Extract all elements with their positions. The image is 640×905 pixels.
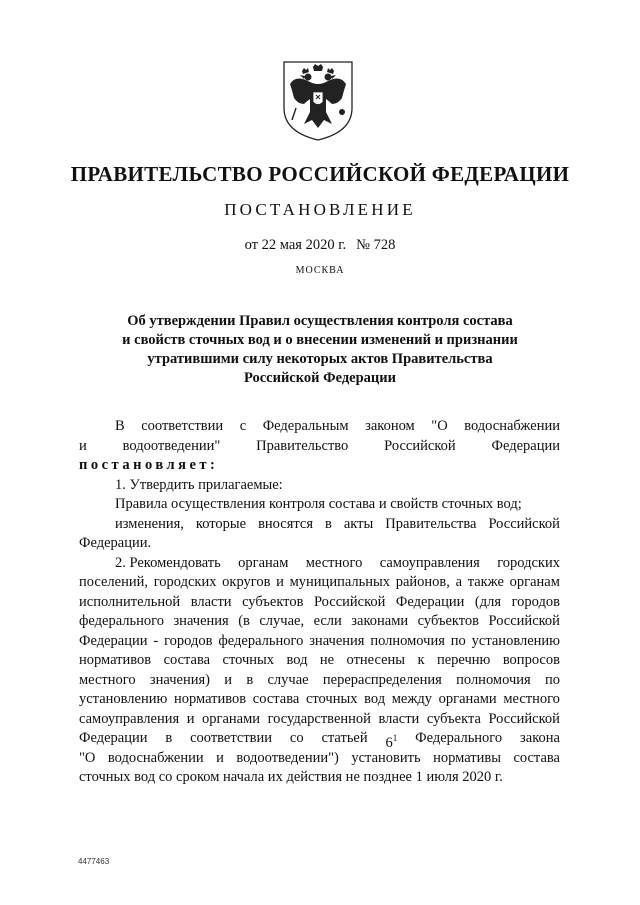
document-date-number bbox=[0, 237, 640, 254]
word: и bbox=[216, 749, 224, 766]
word: между bbox=[391, 691, 433, 707]
word: значения bbox=[309, 632, 365, 649]
word: в bbox=[246, 671, 254, 688]
word: полномочия bbox=[370, 632, 445, 649]
russian-coat-of-arms-icon bbox=[274, 54, 362, 144]
word: власти bbox=[190, 593, 232, 610]
document-id: 4477463 bbox=[78, 857, 110, 866]
word: в bbox=[165, 730, 173, 746]
word: значения bbox=[173, 613, 229, 629]
word: самоуправления bbox=[379, 554, 480, 571]
item-2-line bbox=[79, 729, 560, 749]
word: исполнительной bbox=[79, 593, 181, 610]
item-2-line bbox=[79, 690, 560, 710]
word: местного bbox=[503, 691, 560, 707]
word: районов, bbox=[395, 574, 450, 590]
word: и bbox=[224, 671, 233, 688]
word: вносятся bbox=[258, 515, 314, 532]
word: случае bbox=[267, 671, 309, 688]
word: также bbox=[467, 574, 504, 590]
word: сточных bbox=[222, 652, 275, 668]
document-number: № 728 bbox=[356, 237, 396, 253]
word: соответствии bbox=[190, 730, 273, 746]
item-2-line bbox=[79, 671, 560, 691]
item-2-line bbox=[79, 554, 560, 574]
word: Российской bbox=[488, 613, 560, 629]
heading-line: Российской Федерации bbox=[243, 370, 396, 386]
word: Федерации bbox=[79, 632, 148, 649]
preamble-line bbox=[79, 437, 560, 457]
word: 2. Рекомендовать bbox=[115, 554, 221, 571]
item-2-line bbox=[79, 612, 560, 632]
word: Российской bbox=[488, 515, 560, 532]
word: "О bbox=[431, 418, 448, 434]
item-2-line bbox=[79, 573, 560, 593]
word: Российской bbox=[313, 593, 386, 610]
word: вопросов bbox=[502, 652, 560, 668]
document-type: ПОСТАНОВЛЕНИЕ bbox=[224, 200, 416, 219]
document-body bbox=[79, 417, 560, 788]
word: перечню bbox=[436, 652, 491, 668]
word: нормативов bbox=[79, 652, 152, 668]
word: самоуправления bbox=[79, 710, 180, 727]
word: отнесены bbox=[346, 652, 406, 668]
word: (для bbox=[474, 593, 502, 610]
word: Российской bbox=[384, 437, 456, 454]
word: с bbox=[239, 418, 247, 434]
preamble-resolves: постановляет: bbox=[79, 457, 219, 473]
word: Правительства bbox=[385, 515, 477, 532]
word: Федерации bbox=[79, 730, 148, 746]
word: случае, bbox=[259, 613, 305, 629]
word: местного bbox=[79, 671, 136, 688]
heading-line: Об утверждении Правил осуществления контроля состава bbox=[127, 313, 513, 329]
word: не bbox=[319, 652, 335, 668]
item-1-intro: 1. Утвердить прилагаемые: bbox=[115, 476, 283, 493]
item-2-line bbox=[79, 710, 560, 730]
item-2-line bbox=[79, 593, 560, 613]
word: и bbox=[186, 710, 195, 727]
item-2-line bbox=[79, 749, 560, 769]
word: субъекта bbox=[426, 710, 481, 727]
word: нормативов bbox=[173, 691, 247, 707]
word: к bbox=[417, 652, 425, 668]
item-2-line bbox=[79, 651, 560, 671]
word: Правительство bbox=[256, 437, 349, 454]
word: округов bbox=[222, 574, 271, 590]
word: субъектов bbox=[417, 613, 479, 629]
word: субъектов bbox=[242, 593, 304, 610]
word: власти bbox=[378, 710, 420, 727]
word: и bbox=[79, 437, 87, 454]
word: состава bbox=[252, 691, 300, 707]
word: статьей bbox=[321, 730, 368, 746]
word: "О bbox=[79, 749, 96, 766]
preamble-line bbox=[79, 417, 560, 437]
word: перераспределения bbox=[322, 671, 442, 688]
item-2-line: сточных вод со сроком начала их действия не позднее 1 июля 2020 г. bbox=[79, 769, 503, 785]
word: водоснабжении bbox=[464, 418, 560, 434]
item-1-a: Правила осуществления контроля состава и свойств сточных вод; bbox=[115, 496, 522, 512]
word: акты bbox=[343, 515, 374, 532]
word: а bbox=[455, 574, 462, 590]
word: Федерации bbox=[491, 437, 560, 454]
word: со bbox=[289, 730, 304, 746]
word: Российской bbox=[488, 710, 560, 727]
word: значения) bbox=[149, 671, 210, 688]
item-1-b-line: Федерации. bbox=[79, 535, 152, 551]
heading-line: и свойств сточных вод и о внесении изменений и признании bbox=[122, 332, 518, 348]
document-city: МОСКВА bbox=[295, 265, 345, 276]
word: Федерации bbox=[395, 593, 465, 610]
word: установить bbox=[351, 749, 421, 766]
word: полномочия bbox=[456, 671, 531, 688]
word: органами bbox=[438, 691, 497, 707]
word: которые bbox=[195, 515, 247, 532]
word: органам bbox=[238, 554, 289, 571]
word: законами bbox=[351, 613, 409, 629]
word: федерального bbox=[218, 632, 304, 649]
word: установлению bbox=[471, 632, 560, 649]
word: водоснабжении bbox=[107, 749, 204, 766]
word: водоотведении") bbox=[236, 749, 339, 766]
item-2-line bbox=[79, 632, 560, 652]
word: - bbox=[153, 632, 159, 649]
word: государственной bbox=[267, 710, 371, 727]
word: городов bbox=[164, 632, 213, 649]
word: муниципальных bbox=[289, 574, 390, 590]
word: органам bbox=[509, 574, 560, 590]
word: в bbox=[325, 515, 332, 532]
document-date: от 22 мая 2020 г. bbox=[244, 237, 347, 253]
word: законом bbox=[365, 418, 415, 434]
word: городских bbox=[153, 574, 217, 590]
heading-line: утратившими силу некоторых актов Правительства bbox=[147, 351, 493, 367]
word: если bbox=[313, 613, 342, 629]
word: закона bbox=[520, 730, 560, 746]
word: органами bbox=[202, 710, 261, 727]
word: городских bbox=[497, 554, 560, 571]
word: (в bbox=[238, 613, 250, 629]
word: местного bbox=[305, 554, 363, 571]
word: состава bbox=[513, 749, 560, 766]
word: нормативы bbox=[433, 749, 501, 766]
word: городов bbox=[511, 593, 560, 610]
document-heading bbox=[60, 312, 580, 388]
word: водоотведении" bbox=[122, 437, 221, 454]
word: изменения, bbox=[115, 515, 184, 532]
word: федерального bbox=[79, 613, 164, 629]
word: поселений, bbox=[79, 574, 148, 590]
government-title: ПРАВИТЕЛЬСТВО РОССИЙСКОЙ ФЕДЕРАЦИИ bbox=[70, 162, 570, 186]
word: и bbox=[276, 574, 284, 590]
word: сточных bbox=[305, 691, 358, 707]
word: В bbox=[115, 418, 125, 434]
item-1-b-line bbox=[79, 515, 560, 535]
word: Федеральным bbox=[262, 418, 349, 434]
word: по bbox=[450, 632, 466, 649]
word: по bbox=[544, 671, 560, 688]
word: состава bbox=[163, 652, 211, 668]
word: вод bbox=[286, 652, 308, 668]
word: Федерального bbox=[415, 730, 503, 746]
word: установлению bbox=[79, 691, 168, 707]
word: соответствии bbox=[141, 418, 224, 434]
word: $6^1$ bbox=[385, 733, 398, 751]
word: вод bbox=[364, 691, 386, 707]
